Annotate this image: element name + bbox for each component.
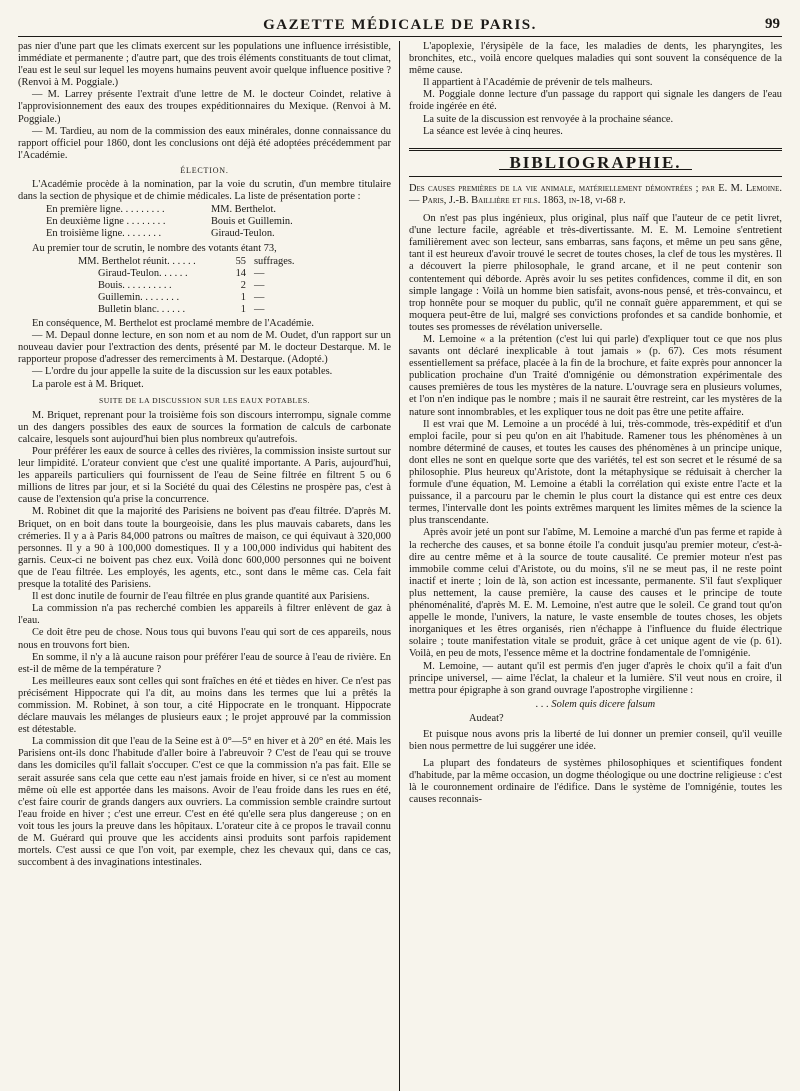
paragraph: La commission dit que l'eau de la Seine est à 0°—5° en hiver et à 20° en été. Mais les Parisiens ont-ils donc l'habitude d'aller boire à l'abreuvoir ? C'est de l'eau qui se trouve dans les domiciles qu'il fallait s'occuper. C'est ce que la commission n'a pas fait. Elle se serait assurée sans cela que cette eau n'est jamais froide en hiver, si ce n'est au moment même où elle est apportée dans les maisons. Avoir de l'eau froide dans les rues en été, c'est faire courir de grands dangers aux ouvriers. La commission semble craindre surtout l'eau froide en hiver ; c'est une erreur. C'est en été qu'elle sera plus dangereuse ; on en voit tous les jours la preuve dans les hôpitaux. L'orateur cite à ce propos le travail connu de M. Guérard qui prouve que les accidents ainsi produits sont parfois rapidement mortels. C'est aussi ce que l'on voit, par exemple, chez les chevaux qui, dans ce cas, succombent à des invaginations intestinales. xyxy=(18,736,391,869)
paragraph: M. Lemoine « a la prétention (c'est lui qui parle) d'expliquer tout ce que nos plus savants ont déclaré inexplicable à tout jamais » (p. 67). Ces mots résument essentiellement sa préface, placée à la fin de la brochure, et faite exprès pour annoncer la publication prochaine d'un Traité d'omnigénie ou démonstration expérimentale des causes premières de tous les mystères de la nature. L'ouvrage sera en plusieurs volumes, et l'on n'en indique pas le nombre ; mais il ne saurait être restreint, car les mystères de la nature sont innombrables, et les expliquer tous ne doit pas être une petite affaire. xyxy=(409,333,782,418)
paragraph: La séance est levée à cinq heures. xyxy=(423,125,563,137)
vote-count: 14 xyxy=(235,267,246,279)
candidate-row xyxy=(46,216,391,228)
paragraph: Ce doit être peu de chose. Nous tous qui buvons l'eau qui sort de ces appareils, nous nous en trouvons fort bien. xyxy=(18,627,391,651)
vote-results xyxy=(78,256,391,316)
paragraph: La suite de la discussion est renvoyée à la prochaine séance. xyxy=(423,113,674,125)
vote-unit: — xyxy=(254,291,265,303)
latin-quote-line-2: Audeat? xyxy=(469,712,504,724)
running-title: GAZETTE MÉDICALE DE PARIS. xyxy=(263,16,537,33)
vote-count: 1 xyxy=(240,303,246,315)
paragraph: — M. Larrey présente l'extrait d'une lettre de M. le docteur Coindet, relative à l'approvisionnement des eaux des troupes expéditionnaires du Mexique. (Renvoi à M. Poggiale.) xyxy=(18,89,391,125)
paragraph: L'apoplexie, l'érysipèle de la face, les maladies de dents, les pharyngites, les bronchites, etc., voilà encore quelques maladies qui sont souvent la conséquence de la même cause. xyxy=(409,41,782,77)
vote-row xyxy=(78,304,391,316)
paragraph: On n'est pas plus ingénieux, plus original, plus naïf que l'auteur de ce petit livret, d'une lecture facile, agréable et très-divertissante. M. E. M. Lemoine s'entretient familièrement avec son lecteur, sans embarras, sans façons, et même un peu sans gêne, tant il est heureux d'avoir trouvé le secret de toutes choses, la clef de tous les mystères. Il a découvert la pierre philosophale, le grand arcane, et il ne peut contenir son contentement qui déborde. Après avoir lu ses petites confidences, comme il dit, en son simple langage : Voilà un homme bien satisfait, avons-nous pensé, et très-convaincu, et trop honnête pour se moquer du public, qu'il ne connaît guère apparemment, et qui se moquera peut-être de lui, malgré ses convictions profondes et sa candide bonhomie, et toutes ses promesses de révélation universelle. xyxy=(409,213,782,333)
vote-name: MM. Berthelot réunit. . . . . . xyxy=(78,255,196,267)
vote-row xyxy=(78,268,391,280)
paragraph: M. Briquet, reprenant pour la troisième fois son discours interrompu, signale comme un des dangers possibles des eaux de sources la formation de calculs de carbonate calcaire, lesquels sont aujourd'hui bien plus nombreux qu'autrefois. xyxy=(18,409,391,445)
paragraph: L'Académie procède à la nomination, par la voie du scrutin, d'un membre titulaire dans la section de physique et de chimie médicales. La liste de présentation porte : xyxy=(18,179,391,203)
columns xyxy=(18,41,782,1091)
vote-count: 55 xyxy=(235,255,246,267)
page-header xyxy=(18,14,782,37)
vote-row xyxy=(78,256,391,268)
paragraph: Il est vrai que M. Lemoine a un procédé à lui, très-commode, très-expéditif et d'un emploi facile, pour si peu qu'on en ait l'habitude. Ramener tous les phénomènes à un nombre déterminé de causes, et toutes les causes des phénomènes à un principe unique, dont elles ne sont en quelque sorte que des variétés, tel est son secret et le résumé de sa philosophie. Plus heureux qu'Aristote, dont la métaphysique se réduisait à chercher la formule d'une équation, M. Lemoine a établi la corrélation qui existe entre l'acte et la puissance, il a parcouru par le chemin le plus court la distance qui est entre ces deux termes, l'intervalle dont les points extrêmes marquent les limites mêmes de la science la plus transcendante. xyxy=(409,418,782,527)
left-column xyxy=(18,41,400,1091)
paragraph: M. Lemoine, — autant qu'il est permis d'en juger d'après le choix qu'il a fait d'un principe universel, — aime l'éclat, la chaleur et la lumière. S'il veut nous en croire, il mettra pour épigraphe à son grand ouvrage l'apostrophe virgilienne : xyxy=(409,660,782,696)
candidate-name: Bouis et Guillemin. xyxy=(211,216,293,228)
paragraph: pas nier d'une part que les climats exercent sur les populations une influence irrésistible, immédiate et permanente ; d'autre part, que des trois éléments constituants de tout climat, l'eau est le seul sur lequel les moyens humains peuvent avoir quelque influence positive ? (Renvoi à M. Poggiale.) xyxy=(18,41,391,89)
bibliography-title: BIBLIOGRAPHIE. xyxy=(499,157,691,170)
paragraph: La parole est à M. Briquet. xyxy=(32,378,144,390)
page-number: 99 xyxy=(765,16,780,32)
rank-label: En première ligne. . . . . . . . . xyxy=(46,204,165,216)
vote-name: Bulletin blanc. . . . . . xyxy=(98,303,186,315)
bibliography-banner xyxy=(409,148,782,177)
paragraph: Les meilleures eaux sont celles qui sont fraîches en été et tièdes en hiver. Ce n'est pas précisément Hippocrate qui l'a dit, au moins dans les termes que lui a prêtés la commission. M. Robinet, à son tour, a cité Hippocrate en le tronquant. Hippocrate déclare mauvais les mélanges de plusieurs eaux ; le projet approuvé par la commission est détestable. xyxy=(18,675,391,736)
vote-name: Guillemin. . . . . . . . xyxy=(98,291,180,303)
vote-count: 1 xyxy=(240,291,246,303)
paragraph: M. Robinet dit que la majorité des Parisiens ne boivent pas d'eau filtrée. D'après M. Briquet, on en boit dans toute la bourgeoisie, dans les plus mauvais cabarets, dans les crémeries. Il y a à Paris 84,000 patrons ou maîtres de maison, ce qui équivaut à 320,000 personnes. Il y a 90 à 100,000 domestiques. Il y a 100,000 individus qui habitent des garnis. Ceux-ci ne boivent pas chez eux. Voilà donc 600,000 personnes qui ne boivent que de l'eau filtrée. Les employés, les agents, etc., sont dans le même cas. Cela fait presque la totalité des Parisiens. xyxy=(18,506,391,591)
candidate-row xyxy=(46,204,391,216)
paragraph: La plupart des fondateurs de systèmes philosophiques et scientifiques fondent d'habitude, par la même occasion, un dogme théologique ou une doctrine religieuse : c'est là le couronnement ordinaire de l'édifice. Dans le système de l'omnigénie, toutes les causes reconnais- xyxy=(409,758,782,806)
vote-unit: — xyxy=(254,267,265,279)
vote-count: 2 xyxy=(240,279,246,291)
paragraph: Et puisque nous avons pris la liberté de lui donner un premier conseil, qu'il veuille bien nous permettre de lui suggérer une idée. xyxy=(409,728,782,753)
paragraph: — M. Depaul donne lecture, en son nom et au nom de M. Oudet, d'un rapport sur un nouveau davier pour l'extraction des dents, présenté par M. le docteur Destarque. M. le rapporteur propose d'adresser des remerciments à M. Destarque. (Adopté.) xyxy=(18,330,391,366)
paragraph: Au premier tour de scrutin, le nombre des votants étant 73, xyxy=(32,242,277,254)
vote-name: Bouis. . . . . . . . . . xyxy=(98,279,172,291)
vote-unit: suffrages. xyxy=(254,255,295,267)
paragraph: En conséquence, M. Berthelot est proclamé membre de l'Académie. xyxy=(32,318,315,330)
candidate-name: Giraud-Teulon. xyxy=(211,228,275,240)
paragraph: M. Poggiale donne lecture d'un passage du rapport qui signale les dangers de l'eau froide ingérée en été. xyxy=(409,89,782,113)
paragraph: Il est donc inutile de fournir de l'eau filtrée en plus grande quantité aux Parisiens. xyxy=(32,591,370,603)
vote-unit: — xyxy=(254,303,265,315)
paragraph: Après avoir jeté un pont sur l'abîme, M. Lemoine a marché d'un pas ferme et rapide à la recherche des causes, et sa bonne étoile l'a conduit jusqu'au premier moteur, c'est-à-dire au centre même et à la source de toute causalité. Ce premier moteur n'est pas immobile comme celui d'Aristote, ou du moins, s'il ne se meut pas, il ne reste point inactif et inerte ; loin de là, son action est incessante, permanente. S'il faut s'expliquer plus nettement, la cause première, la cause des causes et le principe de toute phénoménalité, d'après M. E. M. Lemoine, n'est autre que le soleil. Ce grand tout qu'on appelle le monde, l'univers, la nature, le vaste ensemble de toutes choses, les objets inorganiques et les êtres organisés, rien n'échappe à l'influence du fluide électrique solaire ; toute manifestation vitale se produit, grâce à cet unique agent de vie (p. 61). Voilà, en peu de mots, l'essence même et la doctrine fondamentale de l'omnigénie. xyxy=(409,527,782,660)
rank-label: En troisième ligne. . . . . . . . xyxy=(46,228,162,240)
vote-row xyxy=(78,280,391,292)
paragraph: — M. Tardieu, au nom de la commission des eaux minérales, donne connaissance du rapport officiel pour 1860, dont les conclusions ont déjà été adoptées précédemment par l'Académie. xyxy=(18,125,391,161)
vote-name: Giraud-Teulon. . . . . . xyxy=(98,267,188,279)
paragraph: La commission n'a pas recherché combien les appareils à filtrer enlèvent de gaz à l'eau. xyxy=(18,603,391,627)
candidate-name: MM. Berthelot. xyxy=(211,204,276,216)
candidate-list xyxy=(46,204,391,240)
latin-quote-line-1: . . . Solem quis dicere falsum xyxy=(535,698,656,710)
paragraph: En somme, il n'y a là aucune raison pour préférer l'eau de source à l'eau de rivière. En est-il de même de la température ? xyxy=(18,651,391,675)
paragraph: — L'ordre du jour appelle la suite de la discussion sur les eaux potables. xyxy=(32,366,333,378)
rank-label: En deuxième ligne . . . . . . . . xyxy=(46,216,166,228)
vote-unit: — xyxy=(254,279,265,291)
right-column xyxy=(400,41,782,1091)
paragraph: Il appartient à l'Académie de prévenir de tels malheurs. xyxy=(423,77,653,89)
candidate-row xyxy=(46,228,391,240)
book-reference: Des causes premières de la vie animale, matériellement démontrées ; par E. M. Lemoine. — Paris, J.-B. Baillière et fils. 1863, in-18, vi-68 p. xyxy=(409,182,782,206)
election-heading: ÉLECTION. xyxy=(180,165,229,175)
vote-row xyxy=(78,292,391,304)
discussion-heading: SUITE DE LA DISCUSSION SUR LES EAUX POTABLES. xyxy=(99,395,310,405)
paragraph: Pour préférer les eaux de source à celles des rivières, la commission insiste surtout sur leur limpidité. L'orateur convient que c'est une qualité importante. A Paris, aujourd'hui, les appareils particuliers qui fournissent de l'eau de Seine filtrée en filtrent 5 ou 6 millions de litres par jour, et si la Société du quai des Célestins ne prospère pas, c'est à cause de l'extension qu'a prise la concurrence. xyxy=(18,446,391,506)
